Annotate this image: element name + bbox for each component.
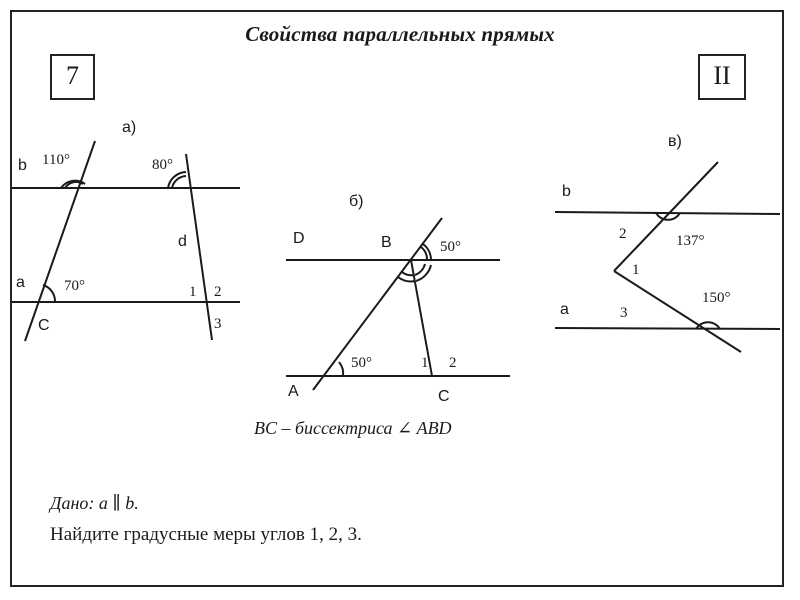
angle-arc-a: [339, 362, 343, 376]
point-c-label: C: [438, 388, 450, 405]
point-b-label: B: [381, 234, 392, 251]
angle-150-label: 150°: [702, 290, 731, 306]
angle-2-label: 2: [449, 355, 457, 371]
figure-a-label: а): [122, 119, 137, 136]
problem-number-box: 7: [50, 54, 95, 100]
angle-arc-b-low-2: [398, 277, 415, 281]
ray-lower: [614, 271, 741, 352]
angle-3-label: 3: [620, 305, 628, 321]
figure-v-label: в): [668, 133, 682, 150]
page-title: Свойства параллельных прямых: [245, 22, 555, 46]
point-d-label: D: [293, 230, 305, 247]
line-a-label: a: [16, 274, 25, 291]
angle-1-label: 1: [421, 355, 429, 371]
line-d-label: d: [178, 233, 187, 250]
line-d: [186, 154, 212, 340]
task-statement: Найдите градусные меры углов 1, 2, 3.: [50, 524, 362, 545]
figure-v: [555, 133, 780, 352]
line-a-label: a: [560, 301, 569, 318]
angle-arc-b-top: [421, 247, 427, 260]
angle-1-label: 1: [632, 262, 640, 278]
angle-3-label: 3: [214, 316, 222, 332]
angle-110-label: 110°: [42, 152, 70, 168]
line-b-label: b: [18, 157, 27, 174]
point-a-label: A: [288, 383, 299, 400]
angle-1-label: 1: [189, 284, 197, 300]
figure-b: [254, 193, 510, 438]
point-c-label: C: [38, 317, 50, 334]
given-statement: Дано: a ∥ b.: [50, 493, 139, 513]
angle-80-label: 80°: [152, 157, 173, 173]
level-number-box: II: [698, 54, 746, 100]
angle-137-label: 137°: [676, 233, 705, 249]
angle-2-label: 2: [619, 226, 627, 242]
angle-arc-b-low: [402, 272, 414, 275]
line-b-label: b: [562, 183, 571, 200]
angle-50-top-label: 50°: [440, 239, 461, 255]
figure-a: [12, 119, 240, 341]
line-a: [555, 328, 780, 329]
angle-arc-b-right: [415, 264, 425, 275]
transversal-left: [25, 141, 95, 341]
figure-b-label: б): [349, 193, 364, 210]
ray-upper: [614, 162, 718, 271]
angle-arc-70: [43, 285, 55, 302]
angle-2-label: 2: [214, 284, 222, 300]
angle-50-bottom-label: 50°: [351, 355, 372, 371]
bisector-caption: BC – биссектриса ∠ ABD: [254, 418, 452, 438]
angle-70-label: 70°: [64, 278, 85, 294]
